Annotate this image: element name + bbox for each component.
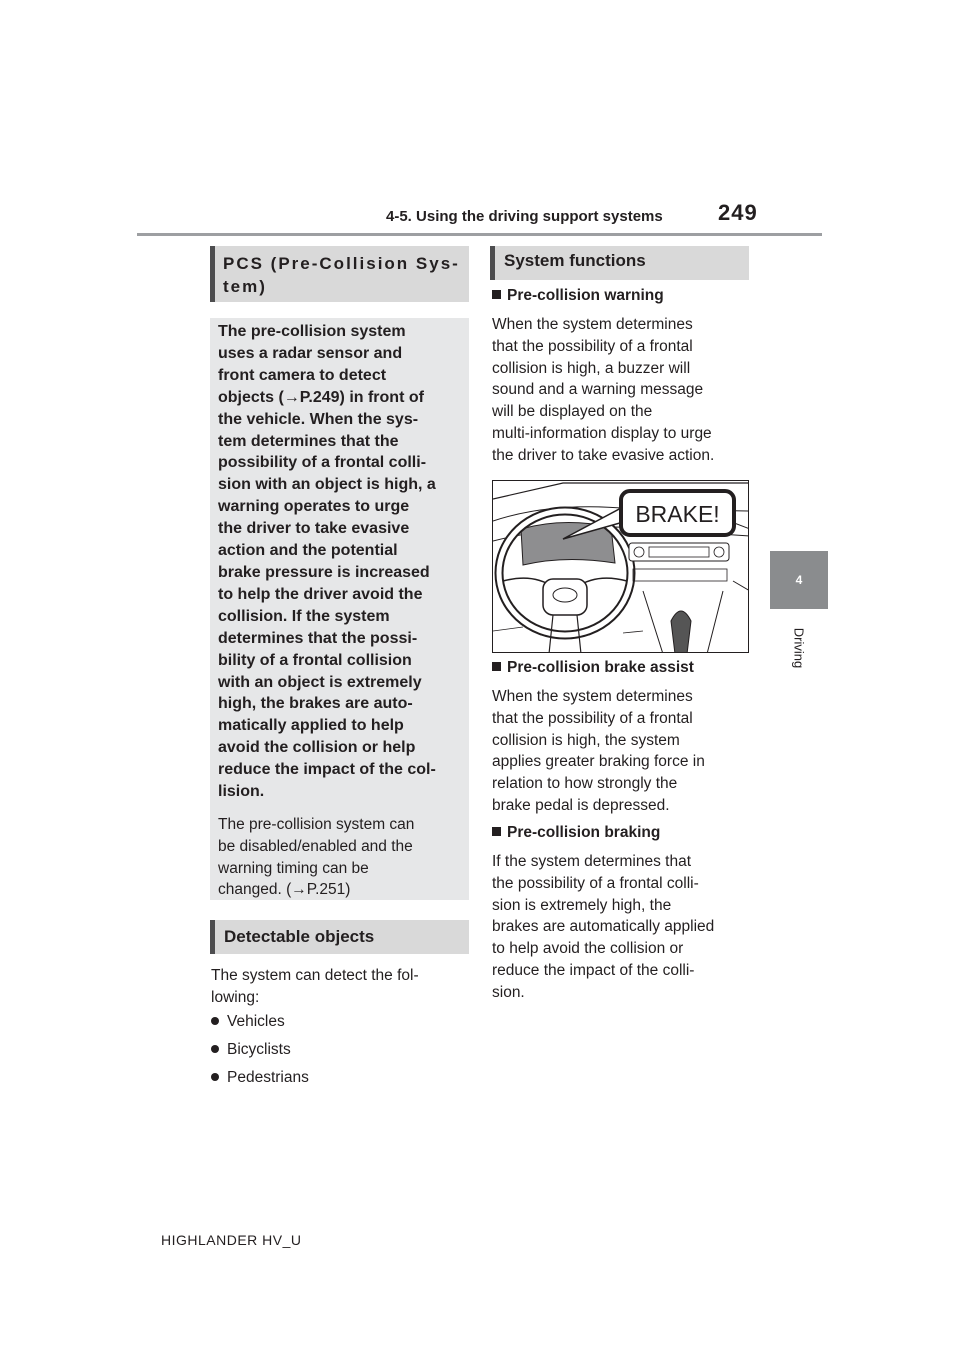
text-line: lowing: [211,989,260,1006]
warning-subheading [492,287,664,305]
braking-paragraph [492,851,754,1004]
text-line: If the system determines that [492,853,692,870]
text-line: collision. If the system [218,607,390,625]
text-line: sion is extremely high, the [492,896,672,914]
text-line: with an object is extremely [218,673,422,691]
text-line: sion with an object is high, a [218,476,436,494]
pcs-heading [210,246,469,302]
text-line: brakes are automatically applied [492,918,715,936]
dashboard-drawing [493,481,749,653]
text-line: brake pressure is increased [218,563,430,581]
text-line: brake pedal is depressed. [492,796,670,814]
text-line: that the possibility of a frontal [492,709,693,727]
chapter-label-wrap [776,618,822,678]
text-line: high, the brakes are auto- [218,695,413,713]
text-line: The pre-collision system [218,323,406,340]
text-line: the possibility of a frontal colli- [492,874,699,892]
list-item [211,1011,285,1033]
text-line: action and the potential [218,542,398,560]
text-line: relation to how strongly the [492,775,678,793]
text-line: to help the driver avoid the [218,585,423,603]
pcs-heading-line2: tem) [223,277,267,296]
section-title: 4-5. Using the driving support systems [386,208,663,225]
text-line: to help avoid the collision or [492,940,684,958]
subheading-label: Pre-collision brake assist [507,659,694,676]
chapter-number: 4 [795,573,803,587]
text-line: warning operates to urge [218,498,410,516]
text-line: sound and a warning message [492,381,704,399]
warning-paragraph [492,314,754,467]
bullet-icon [211,1073,219,1081]
page-number: 249 [718,200,758,225]
bullet-icon [211,1017,219,1025]
text-line: that the possibility of a frontal [492,337,693,355]
text-line: warning timing can be [218,859,369,877]
header-rule [137,233,822,236]
footer-model: HIGHLANDER HV_U [161,1232,302,1248]
list-item-label: Vehicles [227,1013,285,1030]
text-line: reduce the impact of the colli- [492,961,695,979]
list-item-label: Pedestrians [227,1069,309,1086]
system-functions-heading: System functions [490,246,749,280]
text-line: lision. [218,783,265,801]
cross-reference-line[interactable]: changed. (→P.251) [218,881,351,899]
bullet-icon [211,1045,219,1053]
text-line: When the system determines [492,688,693,705]
text-line: the driver to take evasive action. [492,446,715,464]
list-item [211,1039,291,1061]
list-item-label: Bicyclists [227,1041,291,1058]
text-line: reduce the impact of the col- [218,761,436,779]
list-item [211,1067,309,1089]
subheading-label: Pre-collision warning [507,287,664,304]
text-line: the driver to take evasive [218,520,410,538]
text-line: multi-information display to urge [492,424,712,442]
detectable-objects-heading: Detectable objects [210,920,469,954]
text-line: The system can detect the fol- [211,967,419,984]
brake-warning-label: BRAKE! [635,501,720,527]
text-line: possibility of a frontal colli- [218,454,427,472]
text-line: front camera to detect [218,366,387,384]
text-line: will be displayed on the [492,403,653,421]
text-line: uses a radar sensor and [218,344,403,362]
pcs-bold-text [218,321,461,803]
pcs-description-box [210,318,469,900]
square-bullet-icon [492,827,501,836]
chapter-tab [770,551,828,609]
text-line: bility of a frontal collision [218,651,412,669]
text-line: avoid the collision or help [218,739,416,757]
pcs-heading-line1: PCS (Pre-Collision Sys- [223,254,460,273]
text-line: determines that the possi- [218,629,418,647]
brake-assist-subheading [492,659,694,677]
text-line: be disabled/enabled and the [218,837,413,855]
text-line: When the system determines [492,316,693,333]
text-line: sion. [492,983,525,1001]
text-line: collision is high, the system [492,731,680,749]
text-line: matically applied to help [218,717,404,735]
text-line: The pre-collision system can [218,815,415,833]
text-line: the vehicle. When the sys- [218,410,419,428]
cross-reference-line[interactable]: objects (→P.249) in front of [218,388,424,406]
square-bullet-icon [492,290,501,299]
text-line: collision is high, a buzzer will [492,359,691,377]
square-bullet-icon [492,662,501,671]
text-line: applies greater braking force in [492,753,705,771]
brake-assist-paragraph [492,686,754,817]
chapter-label: Driving [791,627,807,669]
dashboard-illustration [492,480,749,653]
braking-subheading [492,824,660,842]
detectable-intro [211,965,471,1009]
subheading-label: Pre-collision braking [507,824,661,841]
pcs-normal-text [218,814,461,901]
text-line: tem determines that the [218,432,399,450]
